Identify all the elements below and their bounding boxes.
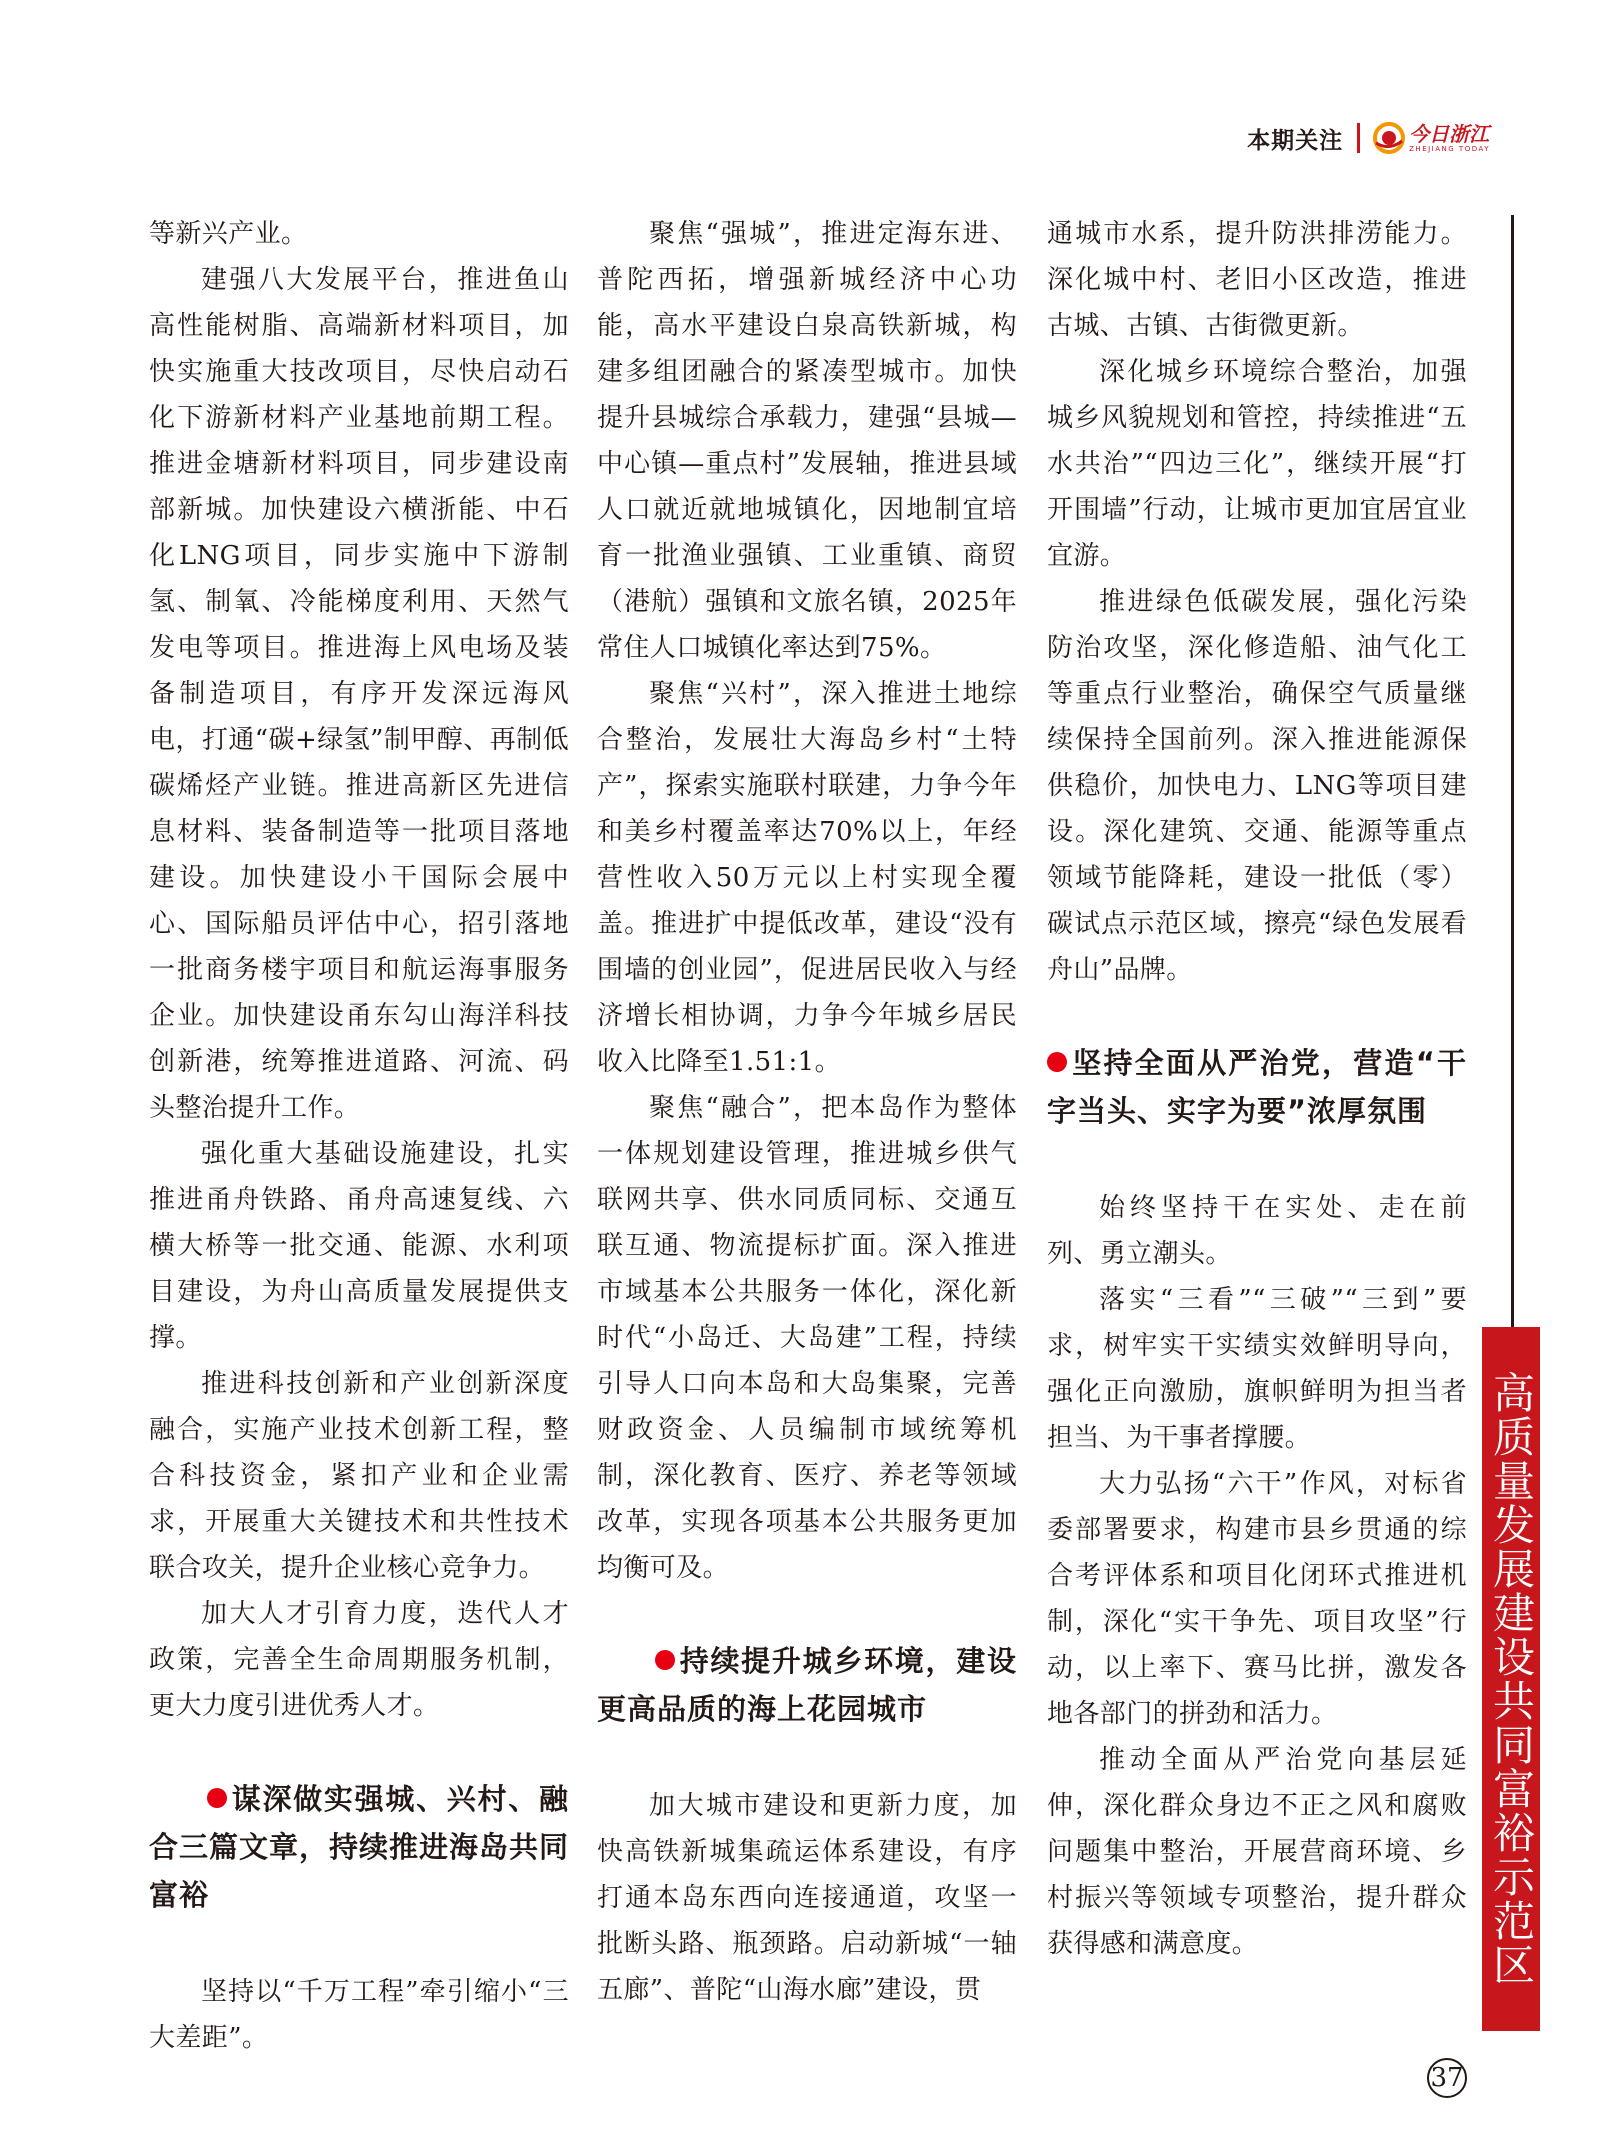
red-bullet-icon: [207, 1788, 227, 1808]
paragraph: 通城市水系，提升防洪排涝能力。深化城中村、老旧小区改造，推进古城、古镇、古街微更新。: [1047, 219, 1467, 341]
publication-logo: [1372, 121, 1490, 155]
paragraph: 聚焦“兴村”，深入推进土地综合整治，发展壮大海岛乡村“土特产”，探索实施联村联建，力争今年和美乡村覆盖率达70%以上，年经营性收入50万元以上村实现全覆盖。推进扩中提低改革，建设“没有围墙的创业园”，促进居民收入与经济增长相协调，力争今年城乡居民收入比降至1.51:1。: [597, 679, 1017, 1077]
side-banner-text: 高质量发展建设共同富裕示范区: [1487, 1371, 1536, 1987]
paragraph: 建强八大发展平台，推进鱼山高性能树脂、高端新材料项目，加快实施重大技改项目，尽快启动石化下游新材料产业基地前期工程。推进金塘新材料项目，同步建设南部新城。加快建设六横浙能、中石化LNG项目，同步实施中下游制氢、制氧、冷能梯度利用、天然气发电等项目。推进海上风电场及装备制造项目，有序开发深远海风电，打通“碳+绿氢”制甲醇、再制低碳烯烃产业链。推进高新区先进信息材料、装备制造等一批项目落地建设。加快建设小干国际会展中心、国际船员评估中心，招引落地一批商务楼宇项目和航运海事服务企业。加快建设甬东勾山海洋科技创新港，统筹推进道路、河流、码头整治提升工作。: [149, 265, 569, 1123]
paragraph: 强化重大基础设施建设，扎实推进甬舟铁路、甬舟高速复线、六横大桥等一批交通、能源、水利项目建设，为舟山高质量发展提供支撑。: [149, 1139, 569, 1353]
page-header: [1247, 118, 1490, 158]
paragraph: 推进绿色低碳发展，强化污染防治攻坚，深化修造船、油气化工等重点行业整治，确保空气质量继续保持全国前列。深入推进能源保供稳价，加快电力、LNG等项目建设。深化建筑、交通、能源等重点领域节能降耗，建设一批低（零）碳试点示范区域，擦亮“绿色发展看舟山”品牌。: [1047, 587, 1467, 985]
paragraph: 推动全面从严治党向基层延伸，深化群众身边不正之风和腐败问题集中整治，开展营商环境、乡村振兴等领域专项整治，提升群众获得感和满意度。: [1047, 1745, 1467, 1959]
paragraph: 聚焦“强城”，推进定海东进、普陀西拓，增强新城经济中心功能，高水平建设白泉高铁新城，构建多组团融合的紧凑型城市。加快提升县城综合承载力，建强“县城—中心镇—重点村”发展轴，推进县域人口就近就地城镇化，因地制宜培育一批渔业强镇、工业重镇、商贸（港航）强镇和文旅名镇，2025年常住人口城镇化率达到75%。: [597, 219, 1017, 663]
paragraph: 加大人才引育力度，迭代人才政策，完善全生命周期服务机制，更大力度引进优秀人才。: [149, 1599, 569, 1721]
red-bullet-icon: [655, 1650, 675, 1670]
header-divider: [1357, 123, 1360, 153]
paragraph: 落实“三看”“三破”“三到”要求，树牢实干实绩实效鲜明导向，强化正向激励，旗帜鲜明为担当者担当、为干事者撑腰。: [1047, 1285, 1467, 1453]
paragraph: 坚持以“千万工程”牵引缩小“三大差距”。: [149, 1977, 569, 2053]
section-heading-text: 谋深做实强城、兴村、融合三篇文章，持续推进海岛共同富裕: [149, 1782, 570, 1912]
paragraph: 推进科技创新和产业创新深度融合，实施产业技术创新工程，整合科技资金，紧扣产业和企业需求，开展重大关键技术和共性技术联合攻关，提升企业核心竞争力。: [149, 1369, 569, 1583]
red-bullet-icon: [1047, 1052, 1067, 1072]
section-heading: [149, 1775, 569, 1919]
paragraph: 等新兴产业。: [149, 219, 308, 249]
sun-logo-icon: [1372, 121, 1406, 155]
column-2: [597, 211, 1017, 2013]
paragraph: 大力弘扬“六干”作风，对标省委部署要求，构建市县乡贯通的综合考评体系和项目化闭环式推进机制，深化“实干争先、项目攻坚”行动，以上率下、赛马比拼，激发各地各部门的拼劲和活力。: [1047, 1469, 1467, 1729]
logo-english-text: ZHEJIANG TODAY: [1409, 144, 1490, 153]
side-banner: [1482, 1327, 1540, 2031]
side-rule-divider: [1511, 215, 1514, 1327]
section-heading-text: 持续提升城乡环境，建设更高品质的海上花园城市: [597, 1644, 1017, 1726]
section-heading: [597, 1637, 1017, 1733]
logo-chinese-text: 今日浙江: [1409, 121, 1490, 146]
page-number: 37: [1427, 2058, 1467, 2098]
paragraph: 加大城市建设和更新力度，加快高铁新城集疏运体系建设，有序打通本岛东西向连接通道，攻坚一批断头路、瓶颈路。启动新城“一轴五廊”、普陀“山海水廊”建设，贯: [597, 1791, 1017, 2005]
section-heading-text: 坚持全面从严治党，营造“干字当头、实字为要”浓厚氛围: [1047, 1046, 1467, 1128]
paragraph: 始终坚持干在实处、走在前列、勇立潮头。: [1047, 1193, 1467, 1269]
column-3: [1047, 211, 1467, 1967]
paragraph: 聚焦“融合”，把本岛作为整体一体规划建设管理，推进城乡供气联网共享、供水同质同标、交通互联互通、物流提标扩面。深入推进市域基本公共服务一体化，深化新时代“小岛迁、大岛建”工程，持续引导人口向本岛和大岛集聚，完善财政资金、人员编制市域统筹机制，深化教育、医疗、养老等领域改革，实现各项基本公共服务更加均衡可及。: [597, 1093, 1017, 1583]
section-heading: [1047, 1039, 1467, 1135]
column-1: [149, 211, 569, 2061]
paragraph: 深化城乡环境综合整治，加强城乡风貌规划和管控，持续推进“五水共治”“四边三化”，继续开展“打开围墙”行动，让城市更加宜居宜业宜游。: [1047, 357, 1467, 571]
section-title: 本期关注: [1247, 127, 1344, 154]
